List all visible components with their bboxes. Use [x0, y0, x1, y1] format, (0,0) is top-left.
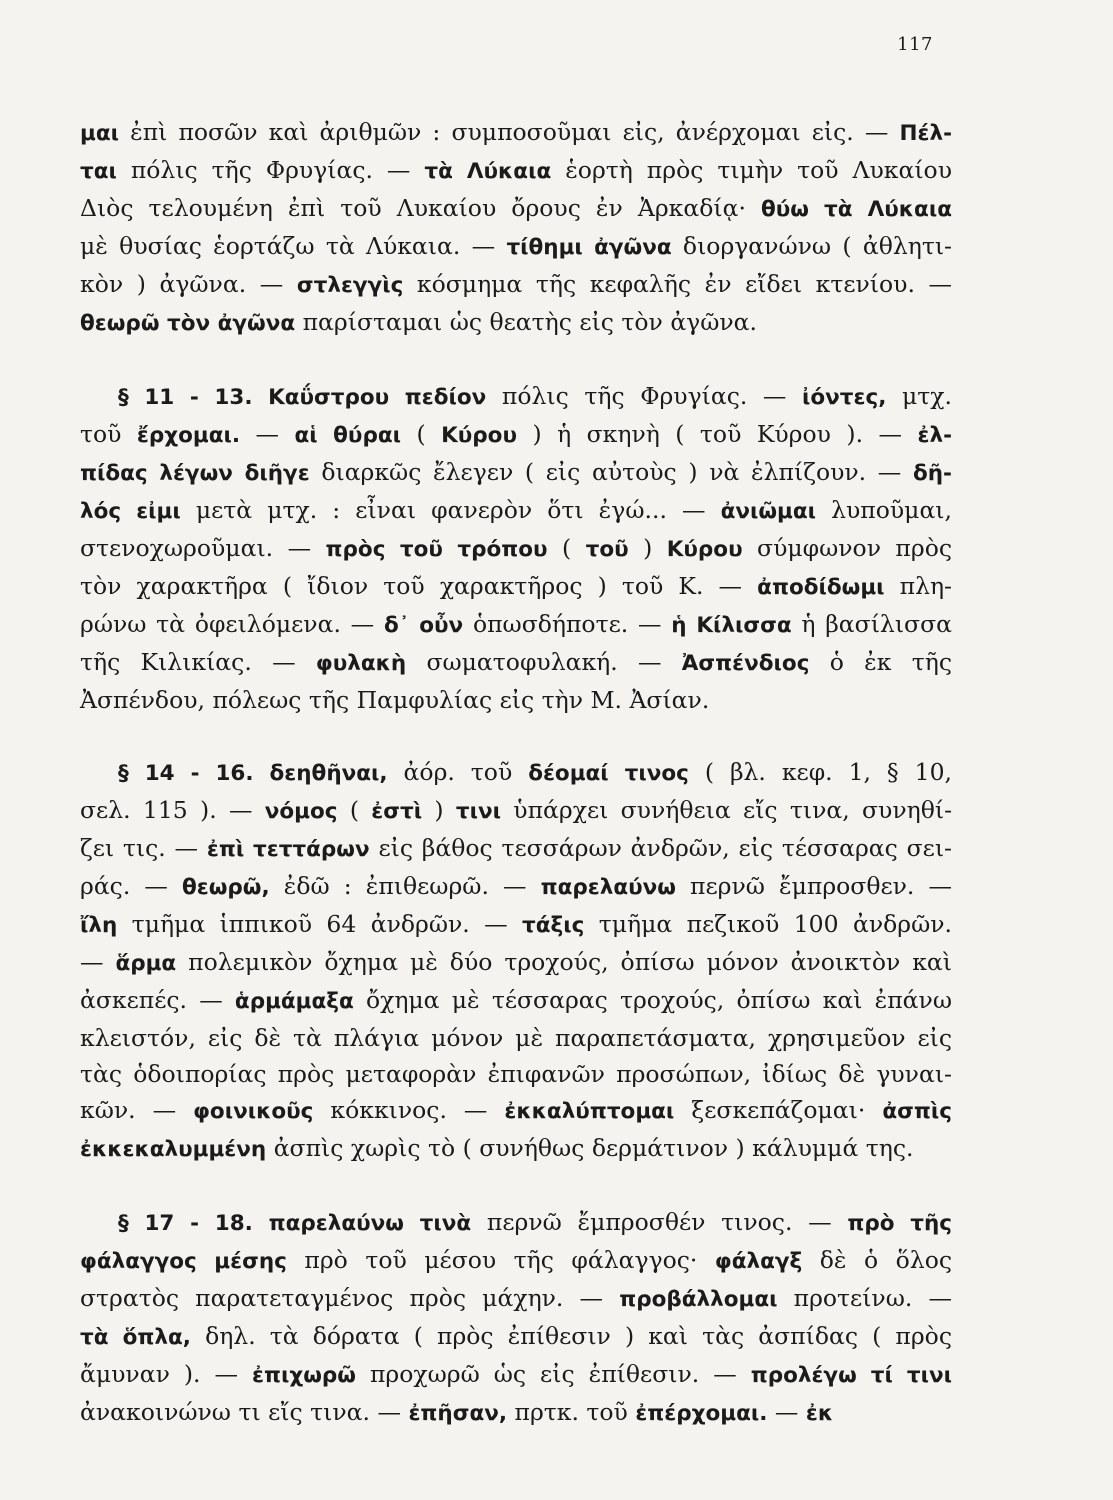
gloss-text: σύμφωνον πρὸς [742, 534, 953, 562]
text-line [80, 152, 952, 190]
gloss-text: ( [547, 534, 586, 562]
gloss-text: ( βλ. κεφ. 1, § 10, [688, 758, 952, 786]
headword: § 14 - 16. [118, 761, 270, 786]
headword: προλέγω τί τινι [750, 1363, 952, 1388]
headword: τάξις [522, 913, 585, 938]
headword: πίδας λέγων διῆγε [80, 461, 310, 486]
headword: θεωρῶ, [181, 875, 270, 900]
paragraph-gap [80, 1168, 952, 1204]
gloss-text: ὁ ἐκ τῆς [809, 648, 952, 676]
headword: φάλαγξ [714, 1249, 803, 1274]
paragraph-p1 [80, 114, 952, 342]
gloss-text: περνῶ ἔμπροσθέν τινος. — [471, 1208, 848, 1236]
text-line [80, 1318, 952, 1356]
text-line [80, 378, 952, 416]
text-line [80, 1092, 952, 1130]
gloss-text: σωματοφυλακή. — [406, 648, 682, 676]
gloss-text: τῆς Κιλικίας. — [80, 648, 316, 676]
gloss-text: ἀνακοινώνω τι εἴς τινα. — [80, 1398, 409, 1426]
text-line [80, 1204, 952, 1242]
paragraph-p4 [80, 1204, 952, 1432]
headword: ἐστὶ [371, 799, 423, 824]
glossary-text [80, 114, 952, 1432]
headword: παρελαύνω τινὰ [268, 1211, 472, 1236]
headword: ἀσπὶς [882, 1099, 952, 1124]
text-line [80, 906, 952, 944]
gloss-text: περνῶ ἔμπροσθεν. — [675, 872, 952, 900]
headword: ἐκκεκαλυμμένη [80, 1137, 267, 1162]
headword: ἀνιῶμαι [720, 499, 817, 524]
gloss-text: στρατὸς παρατεταγμένος πρὸς μάχην. — [80, 1284, 620, 1312]
gloss-text: παρίσταμαι ὡς θεατὴς εἰς τὸν ἀγῶνα. [295, 308, 758, 336]
gloss-text: ὁπωσδήποτε. — [463, 610, 672, 638]
gloss-text: πόλις τῆς Φρυγίας. — [116, 156, 425, 184]
headword: τίθημι ἀγῶνα [506, 235, 672, 260]
headword: ἔρχομαι. [136, 423, 241, 448]
text-line [80, 792, 952, 830]
text-line [80, 530, 952, 568]
headword: αἱ θύραι [294, 423, 401, 448]
gloss-text: πλη- [884, 572, 952, 600]
headword: προβάλλομαι [619, 1287, 778, 1312]
paragraph-gap [80, 342, 952, 378]
gloss-text: ( [400, 420, 442, 448]
gloss-text: ξεσκεπάζομαι· [674, 1096, 883, 1124]
headword: δ᾽ οὖν [383, 613, 464, 638]
text-line [80, 568, 952, 606]
text-line [80, 606, 952, 644]
gloss-text: — [767, 1398, 806, 1426]
text-line [80, 1394, 952, 1432]
headword: δεηθῆναι, [269, 761, 388, 786]
gloss-text: κόκκινος. — [313, 1096, 505, 1124]
headword: ἰόντες, [802, 385, 887, 410]
text-line [80, 416, 952, 454]
headword: ἐπὶ τεττάρων [206, 837, 370, 862]
headword: ἐκ [805, 1401, 834, 1426]
headword: ἐπέρχομαι. [635, 1401, 768, 1426]
gloss-text: ἑορτὴ πρὸς τιμὴν τοῦ Λυκαίου [551, 156, 952, 184]
gloss-text: μετὰ μτχ. : εἶναι φανερὸν ὅτι ἐγώ... — [180, 496, 721, 524]
headword: Κύρου [666, 537, 743, 562]
text-line [80, 1280, 952, 1318]
gloss-text: Διὸς τελουμένη ἐπὶ τοῦ Λυκαίου ὄρους ἐν Ἀρκαδίᾳ· [80, 194, 761, 222]
headword: ἐκκαλύπτομαι [504, 1099, 675, 1124]
text-line [80, 944, 952, 982]
gloss-text: ἀόρ. τοῦ [387, 758, 529, 786]
text-line [80, 228, 952, 266]
gloss-text: ὄχημα μὲ τέσσαρας τροχούς, ὀπίσω καὶ ἐπάνω [353, 986, 952, 1014]
headword: φυλακὴ [315, 651, 407, 676]
gloss-text: μὲ θυσίας ἑορτάζω τὰ Λύκαια. — [80, 232, 507, 260]
headword: Κύρου [441, 423, 517, 448]
headword: ἴλη [80, 913, 118, 938]
gloss-text: ) [628, 534, 667, 562]
headword: τοῦ [585, 537, 629, 562]
gloss-text: διοργανώνω ( ἀθλητι- [671, 232, 952, 260]
text-line [80, 114, 952, 152]
text-line [80, 266, 952, 304]
headword: ἁρμάμαξα [234, 989, 354, 1014]
gloss-text: ) ἡ σκηνὴ ( τοῦ Κύρου ). — [516, 420, 918, 448]
gloss-text: τμῆμα ἱππικοῦ 64 ἀνδρῶν. — [117, 910, 523, 938]
headword: τὰ ὅπλα, [80, 1325, 191, 1350]
text-line [80, 644, 952, 682]
gloss-text: διαρκῶς ἔλεγεν ( εἰς αὐτοὺς ) νὰ ἐλπίζουν. — [309, 458, 913, 486]
gloss-text: εἰς βάθος τεσσάρων ἀνδρῶν, εἰς τέσσαρας σει- [369, 834, 952, 862]
headword: ἀποδίδωμι [757, 575, 885, 600]
headword: δέομαί τινος [528, 761, 689, 786]
gloss-text: ὑπάρχει συνήθεια εἴς τινα, συνηθί- [501, 796, 953, 824]
headword: φάλαγγος μέσης [80, 1249, 287, 1274]
gloss-text: στενοχωροῦμαι. — [80, 534, 326, 562]
gloss-text: σελ. 115 ). — [80, 796, 265, 824]
gloss-text: κὸν ) ἀγῶνα. — [80, 270, 297, 298]
headword: πρὸ τῆς [847, 1211, 952, 1236]
gloss-text: μτχ. [886, 382, 952, 410]
gloss-text: ζει τις. — [80, 834, 207, 862]
gloss-text: ) [422, 796, 456, 824]
headword: λός εἰμι [80, 499, 181, 524]
gloss-text: δὲ ὁ ὅλος [802, 1246, 953, 1274]
gloss-text: Ἀσπένδου, πόλεως τῆς Παμφυλίας εἰς τὴν Μ. Ἀσίαν. [80, 686, 710, 714]
gloss-text: προτείνω. — [777, 1284, 952, 1312]
gloss-text: τὰς ὁδοιπορίας πρὸς μεταφορὰν ἐπιφανῶν προσώπων, ἰδίως δὲ γυναι- [80, 1060, 952, 1088]
gloss-text: κῶν. — [80, 1096, 194, 1124]
page-number: 117 [897, 34, 933, 55]
text-line [80, 830, 952, 868]
text-line [80, 1056, 952, 1092]
gloss-text: ράς. — [80, 872, 182, 900]
text-line [80, 868, 952, 906]
gloss-text: ἡ βασίλισσα [791, 610, 952, 638]
gloss-text: ἐδῶ : ἐπιθεωρῶ. — [269, 872, 541, 900]
headword: § 11 - 13. [118, 385, 269, 410]
gloss-text: δηλ. τὰ δόρατα ( πρὸς ἐπίθεσιν ) καὶ τὰς ἀσπίδας ( πρὸς [190, 1322, 952, 1350]
headword: ἅρμα [115, 951, 177, 976]
headword: ται [80, 159, 117, 184]
headword: δῆ- [912, 461, 952, 486]
gloss-text: τμῆμα πεζικοῦ 100 ἀνδρῶν. [584, 910, 952, 938]
headword: ἐλ- [917, 423, 952, 448]
text-line [80, 304, 952, 342]
gloss-text: ἐπὶ ποσῶν καὶ ἀριθμῶν : συμποσοῦμαι εἰς, ἀνέρχομαι εἰς. — [118, 118, 900, 146]
gloss-text: ( [337, 796, 372, 824]
text-line [80, 190, 952, 228]
headword: Καΰστρου πεδίον [268, 385, 487, 410]
paragraph-p3 [80, 754, 952, 1168]
gloss-text: κλειστόν, εἰς δὲ τὰ πλάγια μόνον μὲ παραπετάσματα, χρησιμεῦον εἰς [80, 1024, 952, 1052]
gloss-text: τοῦ [80, 420, 137, 448]
gloss-text: κόσμημα τῆς κεφαλῆς ἐν εἴδει κτενίου. — [403, 270, 953, 298]
gloss-text: ἀσπὶς χωρὶς τὸ ( συνήθως δερμάτινον ) κάλυμμά της. [266, 1134, 914, 1162]
text-line [80, 1356, 952, 1394]
gloss-text: — [240, 420, 295, 448]
gloss-text: ἄμυναν ). — [80, 1360, 252, 1388]
gloss-text: τὸν χαρακτῆρα ( ἴδιον τοῦ χαρακτῆρος ) τοῦ Κ. — [80, 572, 758, 600]
text-line [80, 982, 952, 1020]
headword: νόμος [264, 799, 338, 824]
gloss-text: πολεμικὸν ὄχημα μὲ δύο τροχούς, ὀπίσω μόνον ἀνοικτὸν καὶ [176, 948, 952, 976]
text-line [80, 492, 952, 530]
gloss-text: ρώνω τὰ ὀφειλόμενα. — [80, 610, 384, 638]
headword: στλεγγὶς [296, 273, 404, 298]
paragraph-p2 [80, 378, 952, 718]
paragraph-gap [80, 718, 952, 754]
text-line [80, 682, 952, 718]
text-line [80, 454, 952, 492]
gloss-text: προχωρῶ ὡς εἰς ἐπίθεσιν. — [355, 1360, 751, 1388]
headword: Πέλ- [899, 121, 952, 146]
text-line [80, 754, 952, 792]
headword: φοινικοῦς [193, 1099, 314, 1124]
text-line [80, 1020, 952, 1056]
text-line [80, 1242, 952, 1280]
headword: πρὸς τοῦ τρόπου [325, 537, 548, 562]
gloss-text: πρτκ. τοῦ [507, 1398, 636, 1426]
headword: ἡ Κίλισσα [671, 613, 792, 638]
gloss-text: — [80, 948, 116, 976]
headword: μαι [80, 121, 119, 146]
headword: § 17 - 18. [118, 1211, 269, 1236]
headword: τὰ Λύκαια [424, 159, 552, 184]
headword: παρελαύνω [540, 875, 676, 900]
headword: ἐπιχωρῶ [251, 1363, 356, 1388]
headword: τινι [455, 799, 501, 824]
headword: θύω τὰ Λύκαια [761, 197, 952, 222]
headword: ἐπῆσαν, [408, 1401, 508, 1426]
gloss-text: πόλις τῆς Φρυγίας. — [486, 382, 803, 410]
gloss-text: πρὸ τοῦ μέσου τῆς φάλαγγος· [286, 1246, 715, 1274]
headword: Ἀσπένδιος [681, 651, 810, 676]
headword: θεωρῶ τὸν ἀγῶνα [80, 311, 296, 336]
gloss-text: ἀσκεπές. — [80, 986, 235, 1014]
gloss-text: λυποῦμαι, [816, 496, 952, 524]
text-line [80, 1130, 952, 1168]
